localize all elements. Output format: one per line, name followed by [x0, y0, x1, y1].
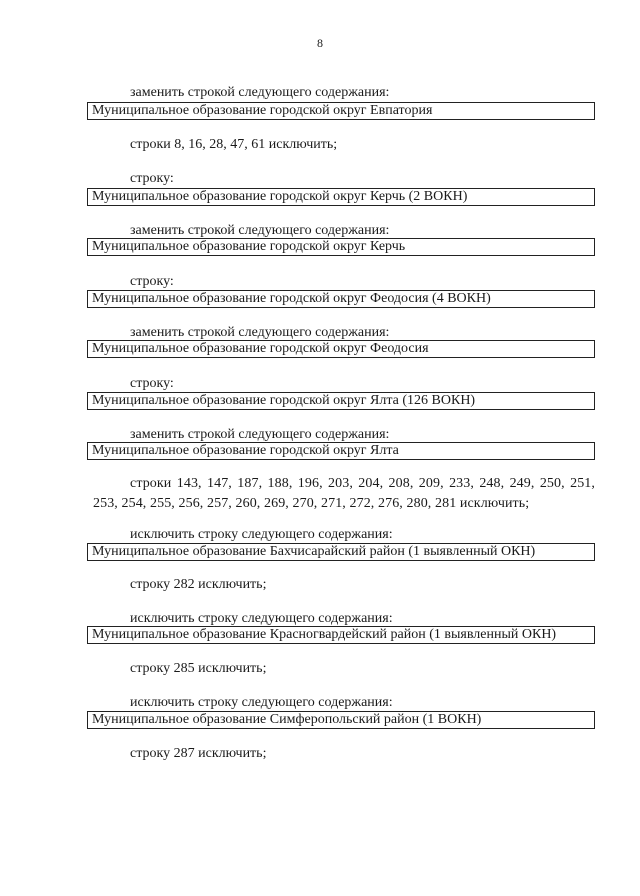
exclude-rows-line: строку 285 исключить; — [130, 661, 267, 676]
table-row-box: Муниципальное образование Бахчисарайский район (1 выявленный ОКН) — [87, 543, 595, 561]
table-row-box: Муниципальное образование городской округ Феодосия — [87, 340, 595, 358]
instruction-line: строку: — [130, 376, 174, 391]
table-row-box: Муниципальное образование Красногвардейский район (1 выявленный ОКН) — [87, 626, 595, 644]
exclude-rows-paragraph: строки 143, 147, 187, 188, 196, 203, 204, 208, 209, 233, 248, 249, 250, 251, 253, 254, 255, 256, 257, 260, 269, 270, 271, 272, 276, 280, 281 исключить; — [93, 476, 595, 511]
table-row-box: Муниципальное образование городской округ Феодосия (4 ВОКН) — [87, 290, 595, 308]
instruction-line: исключить строку следующего содержания: — [130, 527, 393, 542]
instruction-line: заменить строкой следующего содержания: — [130, 325, 390, 340]
instruction-line: строку: — [130, 274, 174, 289]
table-row-box: Муниципальное образование Симферопольский район (1 ВОКН) — [87, 711, 595, 729]
table-row-box: Муниципальное образование городской округ Керчь — [87, 238, 595, 256]
table-row-box: Муниципальное образование городской округ Ялта — [87, 442, 595, 460]
exclude-rows-line: строки 8, 16, 28, 47, 61 исключить; — [130, 137, 338, 152]
table-row-box: Муниципальное образование городской округ Керчь (2 ВОКН) — [87, 188, 595, 206]
instruction-line: строку: — [130, 171, 174, 186]
table-row-box: Муниципальное образование городской округ Ялта (126 ВОКН) — [87, 392, 595, 410]
instruction-line: заменить строкой следующего содержания: — [130, 85, 390, 100]
instruction-line: заменить строкой следующего содержания: — [130, 223, 390, 238]
instruction-line: исключить строку следующего содержания: — [130, 611, 393, 626]
exclude-rows-line: строку 282 исключить; — [130, 577, 267, 592]
exclude-rows-line: строку 287 исключить; — [130, 746, 267, 761]
table-row-box: Муниципальное образование городской округ Евпатория — [87, 102, 595, 120]
page-number: 8 — [317, 36, 323, 50]
instruction-line: исключить строку следующего содержания: — [130, 695, 393, 710]
instruction-line: заменить строкой следующего содержания: — [130, 427, 390, 442]
